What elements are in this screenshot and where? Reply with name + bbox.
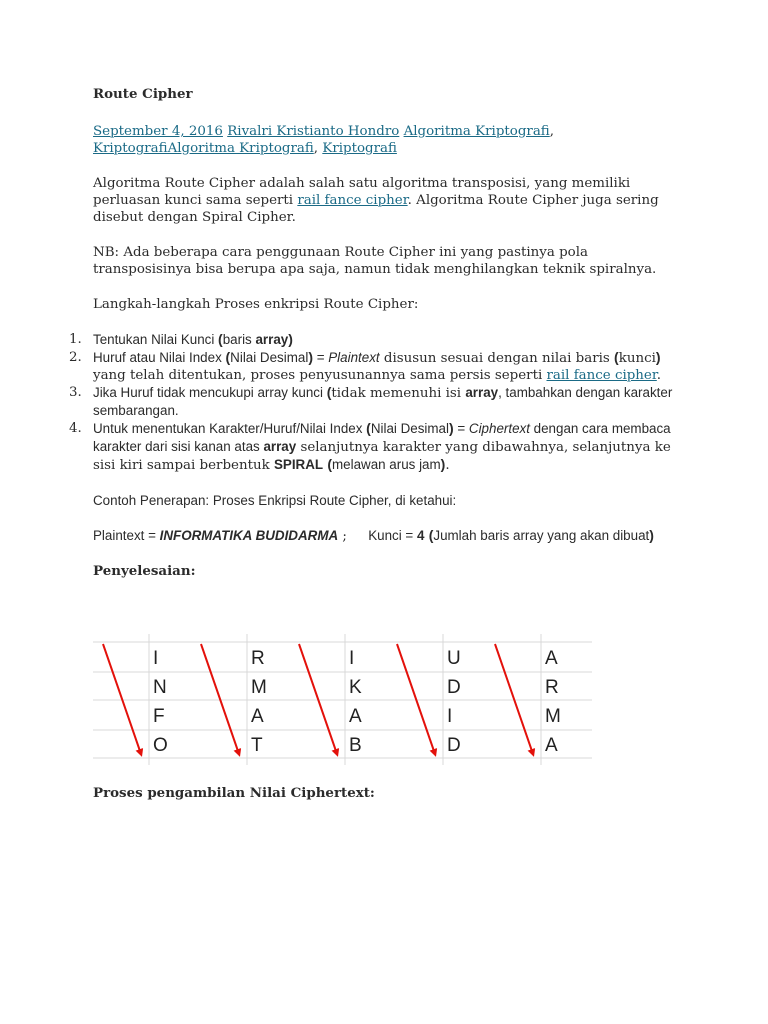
- grid-lines: [93, 634, 592, 765]
- step-text: dengan cara membaca karakter dari sisi kanan atas: [93, 421, 671, 454]
- document-body: [69, 86, 683, 598]
- step-text: Nilai Desimal: [230, 350, 309, 365]
- step-text: Tentukan Nilai Kunci: [93, 332, 219, 347]
- separator: ;: [338, 529, 369, 544]
- grid-letter: I: [153, 648, 159, 669]
- paren: (: [366, 420, 371, 436]
- route-arrow: [201, 644, 239, 754]
- grid-letter: T: [251, 735, 263, 756]
- grid-letter: O: [153, 735, 168, 756]
- grid-letter: A: [545, 648, 558, 669]
- grid-letter: D: [447, 677, 461, 698]
- route-arrow: [397, 644, 435, 754]
- author-link[interactable]: Rivalri Kristianto Hondro: [227, 124, 400, 139]
- list-number: 4.: [69, 421, 82, 436]
- paren: ): [440, 456, 446, 472]
- list-item: [69, 384, 683, 420]
- paren: (: [614, 349, 619, 365]
- paren: ): [655, 349, 661, 365]
- grid-letter: N: [153, 677, 167, 698]
- post-meta: [93, 123, 683, 157]
- step-text: Nilai Desimal: [370, 421, 449, 436]
- grid-letter: I: [349, 648, 355, 669]
- steps-list: [69, 331, 683, 474]
- step-text: tidak memenuhi isi: [331, 386, 466, 401]
- list-number: 2.: [69, 350, 82, 365]
- grid-letter: F: [153, 706, 165, 727]
- plaintext-label: Plaintext =: [93, 528, 160, 543]
- meta-separator: ,: [313, 141, 319, 156]
- grid-letter: A: [545, 735, 558, 756]
- step-text: yang telah ditentukan, proses penyusunannya sama persis seperti: [93, 368, 547, 383]
- step-text: baris: [222, 332, 256, 347]
- example-heading: Contoh Penerapan: Proses Enkripsi Route Cipher, di ketahui:: [93, 493, 457, 508]
- step-bold: SPIRAL: [273, 457, 324, 472]
- route-arrow: [103, 644, 141, 754]
- step-text: .: [445, 458, 450, 473]
- step-bold: array: [255, 332, 289, 347]
- list-number: 1.: [69, 332, 82, 347]
- paren: ): [288, 331, 293, 347]
- date-link[interactable]: September 4, 2016: [93, 124, 223, 139]
- step-bold: array: [465, 385, 499, 400]
- nb-paragraph: NB: Ada beberapa cara penggunaan Route Cipher ini yang pastinya pola transposisinya bisa berupa apa saja, namun tidak menghilangkan teknik spiralnya.: [93, 245, 657, 277]
- step-text: selanjutnya karakter yang dibawahnya, selanjutnya ke sisi kiri sampai berbentuk: [93, 440, 671, 473]
- grid-letter: U: [447, 648, 461, 669]
- route-grid-figure: [93, 634, 592, 765]
- grid-letter: R: [545, 677, 559, 698]
- kunci-value: 4: [416, 528, 425, 543]
- step-text: Huruf atau Nilai Index: [93, 350, 226, 365]
- category-link-combined[interactable]: KriptografiAlgoritma Kriptografi: [93, 141, 314, 156]
- list-item: [69, 331, 683, 349]
- list-item: [69, 420, 683, 474]
- list-item: [69, 349, 683, 384]
- step-italic: Plaintext: [328, 350, 380, 365]
- paren: (: [218, 331, 223, 347]
- paren: (: [225, 349, 231, 365]
- list-number: 3.: [69, 385, 82, 400]
- grid-letter: I: [447, 706, 453, 727]
- paren: ): [448, 420, 454, 436]
- step-text: =: [312, 350, 329, 365]
- paren: ): [649, 527, 654, 543]
- paren: (: [428, 527, 434, 543]
- step-bold: array: [263, 439, 297, 454]
- step-italic: Ciphertext: [468, 421, 530, 436]
- step-text: =: [453, 421, 469, 436]
- intro-text-end: . Algoritma Route Cipher juga sering disebut dengan Spiral Cipher.: [93, 193, 659, 225]
- rail-fence-link[interactable]: rail fance cipher: [297, 193, 408, 208]
- paren: ): [308, 349, 313, 365]
- grid-letter: M: [545, 706, 561, 727]
- grid-letter: A: [251, 706, 264, 727]
- steps-heading: Langkah-langkah Proses enkripsi Route Cipher:: [93, 297, 419, 312]
- grid-letter: K: [349, 677, 362, 698]
- step-text: disusun sesuai dengan nilai baris: [379, 351, 615, 366]
- paren: (: [326, 384, 332, 400]
- step-text: , tambahkan dengan karakter sembarangan.: [93, 385, 673, 418]
- step-text: melawan arus jam: [332, 457, 441, 472]
- kunci-note: Jumlah baris array yang akan dibuat: [433, 528, 650, 543]
- grid-letter: R: [251, 648, 265, 669]
- step-text: Untuk menentukan Karakter/Huruf/Nilai Index: [93, 421, 367, 436]
- grid-letter: M: [251, 677, 267, 698]
- paren: (: [327, 456, 332, 472]
- kunci-label: Kunci =: [368, 528, 417, 543]
- route-arrow: [299, 644, 337, 754]
- route-arrow: [495, 644, 533, 754]
- step-text: Jika Huruf tidak mencukupi array kunci: [93, 385, 327, 400]
- page-title: Route Cipher: [93, 86, 193, 102]
- category-link-kriptografi[interactable]: Kriptografi: [322, 141, 397, 156]
- intro-text: Algoritma Route Cipher adalah salah satu algoritma transposisi, yang memiliki perluasan kunci sama seperti: [93, 176, 631, 208]
- solution-heading: Penyelesaian:: [93, 563, 196, 579]
- intro-paragraph: [93, 175, 683, 226]
- grid-letter: A: [349, 706, 362, 727]
- grid-letter: D: [447, 735, 461, 756]
- step-text: .: [656, 368, 662, 383]
- grid-letters: [153, 648, 561, 756]
- rail-fence-link[interactable]: rail fance cipher: [546, 368, 657, 383]
- plaintext-value: INFORMATIKA BUDIDARMA: [159, 528, 339, 543]
- step-text: kunci: [618, 351, 656, 366]
- route-grid-svg: [93, 634, 592, 765]
- grid-letter: B: [349, 735, 362, 756]
- category-link-algoritma[interactable]: Algoritma Kriptografi: [403, 124, 550, 139]
- meta-separator: ,: [549, 124, 555, 139]
- plaintext-line: [93, 527, 683, 545]
- ciphertext-heading: Proses pengambilan Nilai Ciphertext:: [93, 785, 375, 801]
